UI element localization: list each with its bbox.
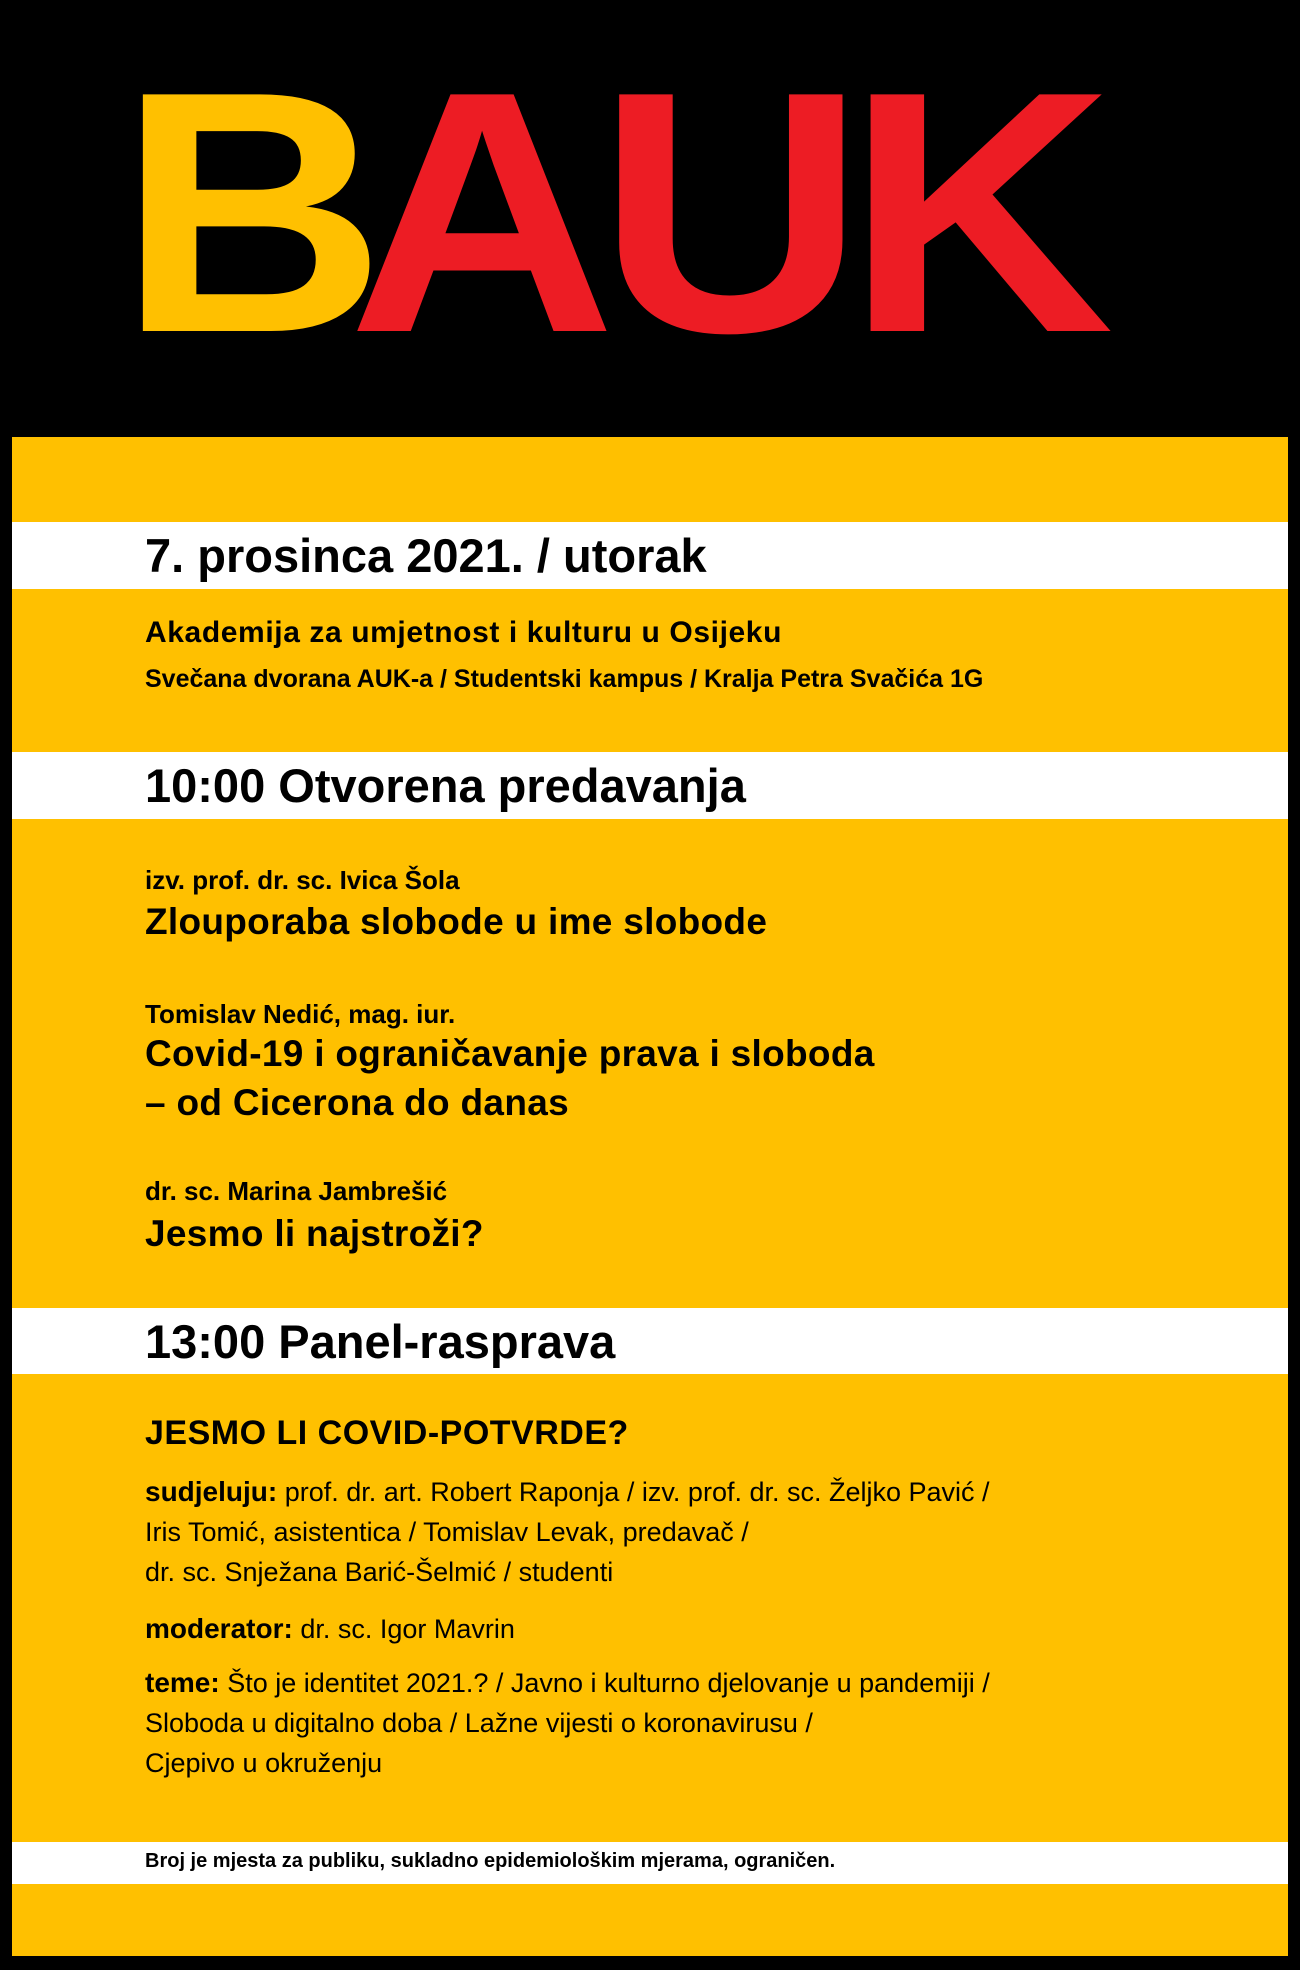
lecture-3-title: Jesmo li najstroži? — [145, 1213, 484, 1254]
logo-letter-b: B — [118, 20, 367, 404]
venue-address: Svečana dvorana AUK-a / Studentski kampus / Kralja Petra Svačića 1G — [145, 665, 984, 693]
panel-topics — [145, 1663, 990, 1783]
bauk-logo — [118, 20, 1096, 404]
participants-line-1: prof. dr. art. Robert Raponja / izv. prof. dr. sc. Željko Pavić / — [284, 1477, 990, 1507]
moderator-label: moderator: — [145, 1613, 293, 1644]
lectures-band — [12, 752, 1288, 819]
lecture-1-title: Zlouporaba slobode u ime slobode — [145, 901, 768, 942]
participants-line-3: dr. sc. Snježana Barić-Šelmić / studenti — [145, 1557, 614, 1587]
topics-line-3: Cjepivo u okruženju — [145, 1748, 383, 1778]
footer-note: Broj je mjesta za publiku, sukladno epidemiološkim mjerama, ograničen. — [145, 1850, 836, 1872]
footer-band — [12, 1842, 1288, 1884]
participants-line-2: Iris Tomić, asistentica / Tomislav Levak, predavač / — [145, 1517, 749, 1547]
lecture-2-title-line-1: Covid-19 i ograničavanje prava i sloboda — [145, 1033, 875, 1074]
lectures-heading: 10:00 Otvorena predavanja — [145, 759, 746, 812]
date-band — [12, 522, 1288, 589]
topics-label: teme: — [145, 1667, 220, 1698]
topics-line-2: Sloboda u digitalno doba / Lažne vijesti o koronavirusu / — [145, 1708, 813, 1738]
participants-label: sudjeluju: — [145, 1476, 278, 1507]
panel-title: JESMO LI COVID-POTVRDE? — [145, 1414, 629, 1452]
logo-letters-auk: AUK — [348, 20, 1096, 404]
lecture-2-title-line-2: – od Cicerona do danas — [145, 1082, 569, 1123]
moderator-name: dr. sc. Igor Mavrin — [300, 1614, 515, 1644]
lecture-2-speaker: Tomislav Nedić, mag. iur. — [145, 999, 456, 1029]
panel-heading: 13:00 Panel-rasprava — [145, 1315, 616, 1368]
panel-participants — [145, 1472, 990, 1592]
event-date: 7. prosinca 2021. / utorak — [145, 529, 707, 582]
lecture-1-speaker: izv. prof. dr. sc. Ivica Šola — [145, 865, 460, 895]
panel-band — [12, 1308, 1288, 1374]
topics-line-1: Što je identitet 2021.? / Javno i kulturno djelovanje u pandemiji / — [227, 1668, 990, 1698]
venue-name: Akademija za umjetnost i kulturu u Osijeku — [145, 616, 783, 649]
panel-moderator — [145, 1609, 515, 1649]
lecture-3-speaker: dr. sc. Marina Jambrešić — [145, 1176, 448, 1206]
